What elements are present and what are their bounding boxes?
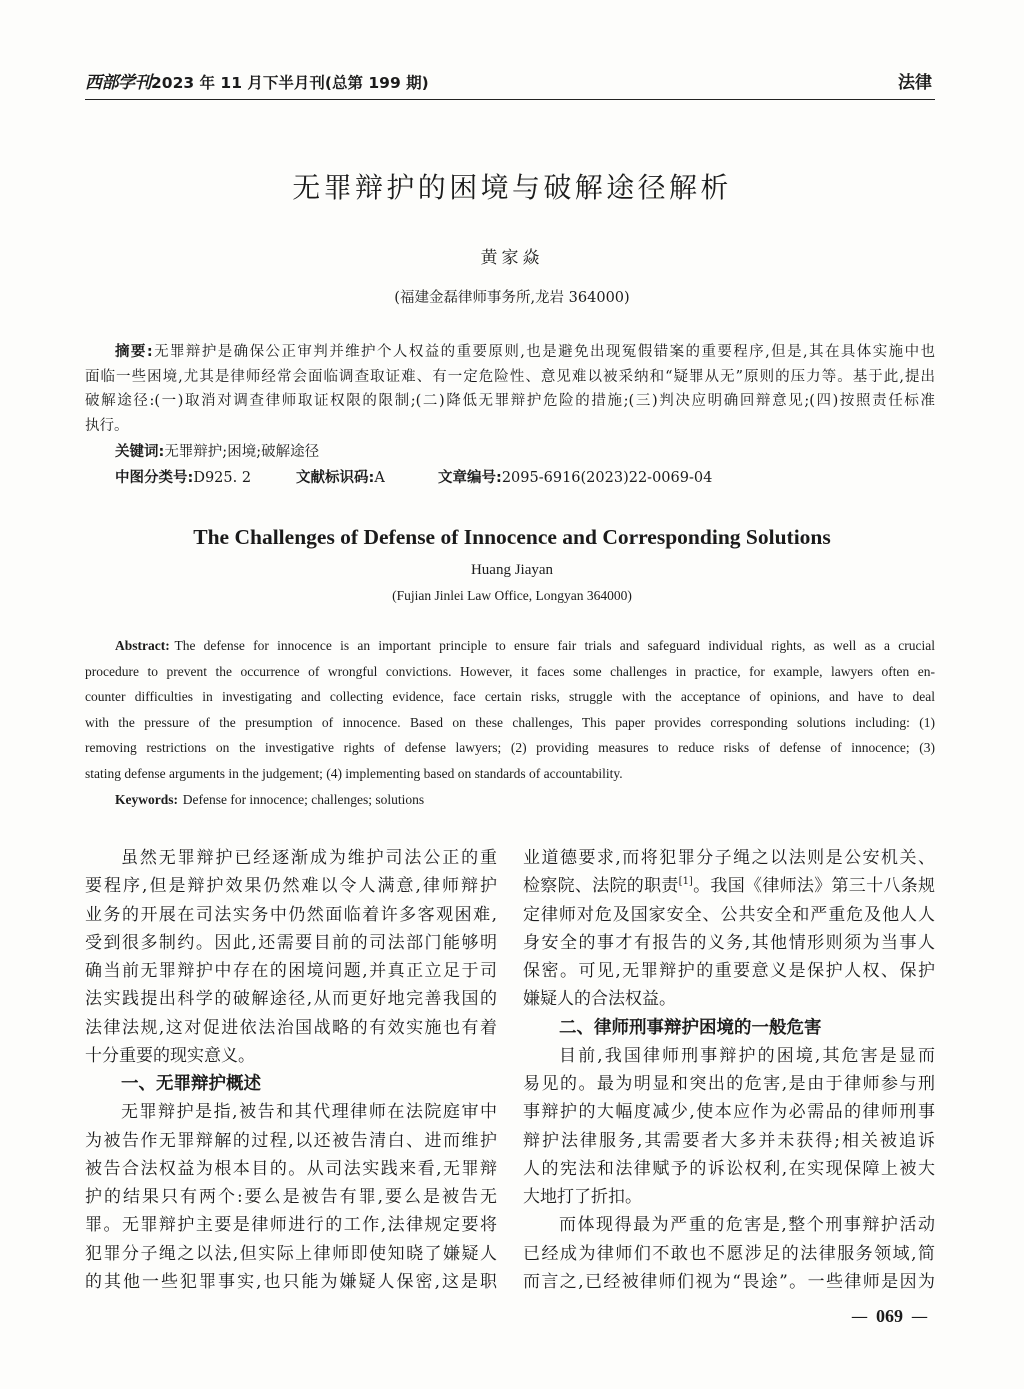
body-line-with-citation — [523, 872, 935, 900]
section-heading-1: 一、无罪辩护概述 — [121, 1074, 261, 1095]
keywords-en-text: Defense for innocence; challenges; solutions — [182, 792, 425, 807]
body-line: 业务的开展在司法实务中仍然面临着许多客观困难, — [85, 904, 497, 925]
body-line: 定律师对危及国家安全、公共安全和严重危及他人人 — [523, 904, 935, 925]
journal-logo: 西部学刊 — [85, 73, 151, 93]
section-heading-2: 二、律师刑事辩护困境的一般危害 — [559, 1017, 822, 1038]
article-no-label: 文章编号: — [438, 470, 502, 486]
page-number — [851, 1303, 928, 1330]
body-line: 要程序,但是辩护效果仍然难以令人满意,律师辩护 — [85, 876, 497, 897]
body-line: 为被告作无罪辩解的过程,以还被告清白、进而维护 — [85, 1130, 497, 1151]
abstract-cn-line: 破解途径:(一)取消对调查律师取证权限的限制;(二)降低无罪辩护危险的措施;(三)判决应明确回辩意见;(四)按照责任标准 — [85, 393, 935, 409]
body-line: 的其他一些犯罪事实,也只能为嫌疑人保密,这是职 — [85, 1271, 497, 1292]
body-column-left — [85, 844, 497, 1296]
body-line: 法实践提出科学的破解途径,从而更好地完善我国的 — [85, 989, 497, 1010]
affiliation-cn: (福建金磊律师事务所,龙岩 364000) — [394, 290, 630, 306]
abstract-cn-line: 面临一些困境,尤其是律师经常会面临调查取证难、有一定危险性、意见难以被采纳和“疑罪从无”原则的压力等。基于此,提出 — [85, 368, 935, 385]
body-line: 大地打了折扣。 — [523, 1187, 642, 1208]
body-line: 确当前无罪辩护中存在的困境问题,并真正立足于司 — [85, 961, 497, 982]
paper-title-cn: 无罪辩护的困境与破解途径解析 — [292, 171, 732, 204]
body-line: 身安全的事才有报告的义务,其他情形则须为当事人 — [523, 932, 935, 953]
body-line: 目前,我国律师刑事辩护的困境,其危害是显而 — [559, 1045, 935, 1066]
running-header — [85, 69, 935, 97]
citation-text-before: 检察院、法院的职责 — [523, 876, 679, 897]
clc-label: 中图分类号: — [115, 470, 194, 486]
keywords-en — [115, 787, 424, 813]
paper-title-en: The Challenges of Defense of Innocence and Corresponding Solutions — [193, 525, 831, 549]
body-line: 而体现得最为严重的危害是,整个刑事辩护活动 — [559, 1215, 935, 1236]
abstract-en — [85, 633, 935, 787]
article-number — [438, 466, 712, 490]
abstract-cn-line: 执行。 — [85, 417, 129, 434]
keywords-cn-label: 关键词: — [115, 444, 165, 460]
citation-ref: [1] — [678, 876, 693, 888]
body-line: 无罪辩护是指,被告和其代理律师在法院庭审中 — [121, 1102, 497, 1123]
doc-code-value: A — [374, 470, 385, 486]
body-line: 犯罪分子绳之以法,但实际上律师即使知晓了嫌疑人 — [85, 1243, 497, 1264]
body-line: 罪。无罪辩护主要是律师进行的工作,法律规定要将 — [85, 1215, 497, 1236]
abstract-cn — [85, 340, 935, 438]
body-line: 虽然无罪辩护已经逐渐成为维护司法公正的重 — [121, 848, 497, 868]
body-line: 嫌疑人的合法权益。 — [523, 989, 676, 1010]
abstract-en-line — [85, 633, 935, 659]
author-en: Huang Jiayan — [470, 562, 554, 578]
body-line: 被告合法权益为根本目的。从司法实践来看,无罪辩 — [85, 1158, 497, 1179]
clc-value: D925. 2 — [193, 470, 252, 486]
section-label: 法律 — [898, 73, 932, 93]
doc-code-label: 文献标识码: — [296, 470, 375, 486]
body-line: 已经成为律师们不敢也不愿涉足的法律服务领域,简 — [523, 1243, 935, 1264]
abstract-en-line: stating defense arguments in the judgement; (4) implementing based on standards of accountability. — [85, 765, 623, 781]
body-line: 事辩护的大幅度减少,使本应作为必需品的律师刑事 — [523, 1102, 935, 1123]
document-code — [296, 466, 385, 490]
citation-text-after: 。我国《律师法》第三十八条规 — [692, 876, 935, 897]
keywords-cn — [115, 440, 319, 464]
affiliation-en: (Fujian Jinlei Law Office, Longyan 364000) — [392, 588, 632, 603]
body-line: 而言之,已经被律师们视为“畏途”。一些律师是因为 — [523, 1271, 935, 1292]
body-line: 辩护法律服务,其需要者大多并未获得;相关被追诉 — [523, 1130, 935, 1151]
body-line: 十分重要的现实意义。 — [85, 1045, 255, 1066]
classification-line — [85, 466, 935, 490]
body-line: 保密。可见,无罪辩护的重要意义是保护人权、保护 — [523, 961, 935, 982]
header-rule — [85, 99, 935, 100]
abstract-en-line: counter difficulties in investigating and collecting evidence, face certain risks, struggle with the acceptance of opinions, and have to deal — [85, 689, 935, 705]
abstract-en-text: The defense for innocence is an important principle to ensure fair trials and safeguard individual rights, as well as a crucial — [174, 638, 935, 653]
clc-number — [115, 466, 251, 490]
body-line: 易见的。最为明显和突出的危害,是由于律师参与刑 — [523, 1074, 935, 1095]
abstract-cn-label: 摘要: — [115, 344, 153, 360]
abstract-cn-line — [85, 340, 935, 365]
body-line: 人的宪法和法律赋予的诉讼权利,在实现保障上被大 — [523, 1158, 935, 1179]
page-number-value: 069 — [876, 1306, 903, 1326]
body-line: 法律法规,这对促进依法治国战略的有效实施也有着 — [85, 1017, 497, 1038]
body-line: 业道德要求,而将犯罪分子绳之以法则是公安机关、 — [523, 848, 935, 868]
abstract-cn-text: 无罪辩护是确保公正审判并维护个人权益的重要原则,也是避免出现冤假错案的重要程序,但是,其在具体实施中也 — [152, 344, 935, 360]
issue-info: 2023 年 11 月下半月刊(总第 199 期) — [151, 74, 429, 92]
article-no-value: 2095-6916(2023)22-0069-04 — [501, 470, 713, 486]
page-dash-left: — — [851, 1307, 868, 1327]
abstract-en-line: removing restrictions on the investigative rights of defense lawyers; (2) providing measures to reduce risks of defense of innocence; (3) — [85, 740, 935, 756]
body-line: 护的结果只有两个:要么是被告有罪,要么是被告无 — [85, 1187, 497, 1208]
author-cn: 黄家焱 — [480, 248, 544, 268]
abstract-en-label: Abstract: — [115, 638, 170, 653]
abstract-en-line: procedure to prevent the occurrence of wrongful convictions. However, it faces some challenges in practice, for example, lawyers often en- — [85, 663, 935, 679]
page-dash-right: — — [911, 1307, 928, 1327]
body-line: 受到很多制约。因此,还需要目前的司法部门能够明 — [85, 932, 497, 953]
keywords-cn-text: 无罪辩护;困境;破解途径 — [164, 444, 320, 460]
body-column-right — [523, 844, 935, 1296]
abstract-en-line: with the pressure of the presumption of innocence. Based on these challenges, This paper provides corresponding solutions including: (1) — [85, 714, 935, 730]
keywords-en-label: Keywords: — [115, 792, 178, 807]
